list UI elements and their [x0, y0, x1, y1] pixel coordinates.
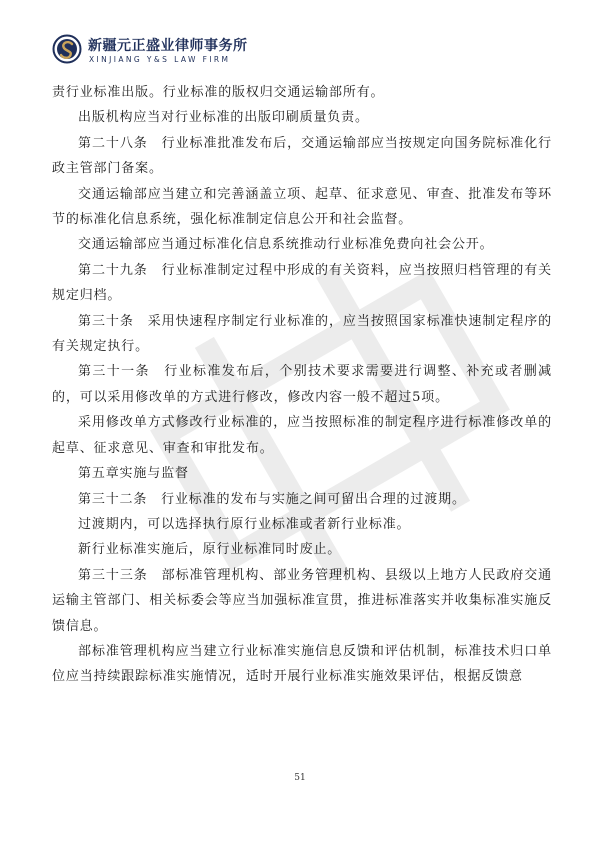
paragraph: 采用修改单方式修改行业标准的，应当按照标准的制定程序进行标准修改单的起草、征求意见、审查和审批发布。: [52, 415, 552, 456]
paragraph: 过渡期内，可以选择执行原行业标准或者新行业标准。: [78, 516, 411, 532]
page-header: [52, 28, 552, 74]
article-29: 第二十九条 行业标准制定过程中形成的有关资料，应当按照归档管理的有关规定归档。: [52, 262, 552, 304]
firm-logo-icon: [52, 34, 82, 64]
document-body: [52, 80, 552, 690]
article-33: 第三十三条 部标准管理机构、部业务管理机构、县级以上地方人民政府交通运输主管部门、相关标委会等应当加强标准宣贯，推进标准落实并收集标准实施反馈信息。: [52, 567, 552, 634]
paragraph: 责行业标准出版。行业标准的版权归交通运输部所有。: [52, 85, 385, 100]
paragraph: 交通运输部应当建立和完善涵盖立项、起草、征求意见、审查、批准发布等环节的标准化信息系统，强化标准制定信息公开和社会监督。: [52, 186, 552, 228]
article-32: 第三十二条 行业标准的发布与实施之间可留出合理的过渡期。: [78, 491, 466, 507]
firm-name-en: XINJIANG Y&S LAW FIRM: [89, 55, 231, 64]
chapter-heading: 第五章实施与监督: [78, 466, 189, 482]
page-number: 51: [294, 773, 306, 783]
paragraph: 出版机构应当对行业标准的出版印刷质量负责。: [78, 110, 369, 126]
article-28: 第二十八条 行业标准批准发布后，交通运输部应当按规定向国务院标准化行政主管部门备案。: [52, 135, 552, 177]
firm-name-cn: 新疆元正盛业律师事务所: [88, 38, 248, 54]
article-30: 第三十条 采用快速程序制定行业标准的，应当按照国家标准快速制定程序的有关规定执行。: [52, 313, 552, 355]
paragraph: 新行业标准实施后，原行业标准同时废止。: [78, 542, 342, 558]
article-31: 第三十一条 行业标准发布后，个别技术要求需要进行调整、补充或者删减的，可以采用修改单的方式进行修改，修改内容一般不超过5项。: [52, 364, 552, 405]
paragraph: 部标准管理机构应当建立行业标准实施信息反馈和评估机制，标准技术归口单位应当持续跟踪标准实施情况，适时开展行业标准实施效果评估，根据反馈意: [52, 643, 552, 685]
paragraph: 交通运输部应当通过标准化信息系统推动行业标准免费向社会公开。: [78, 237, 494, 253]
